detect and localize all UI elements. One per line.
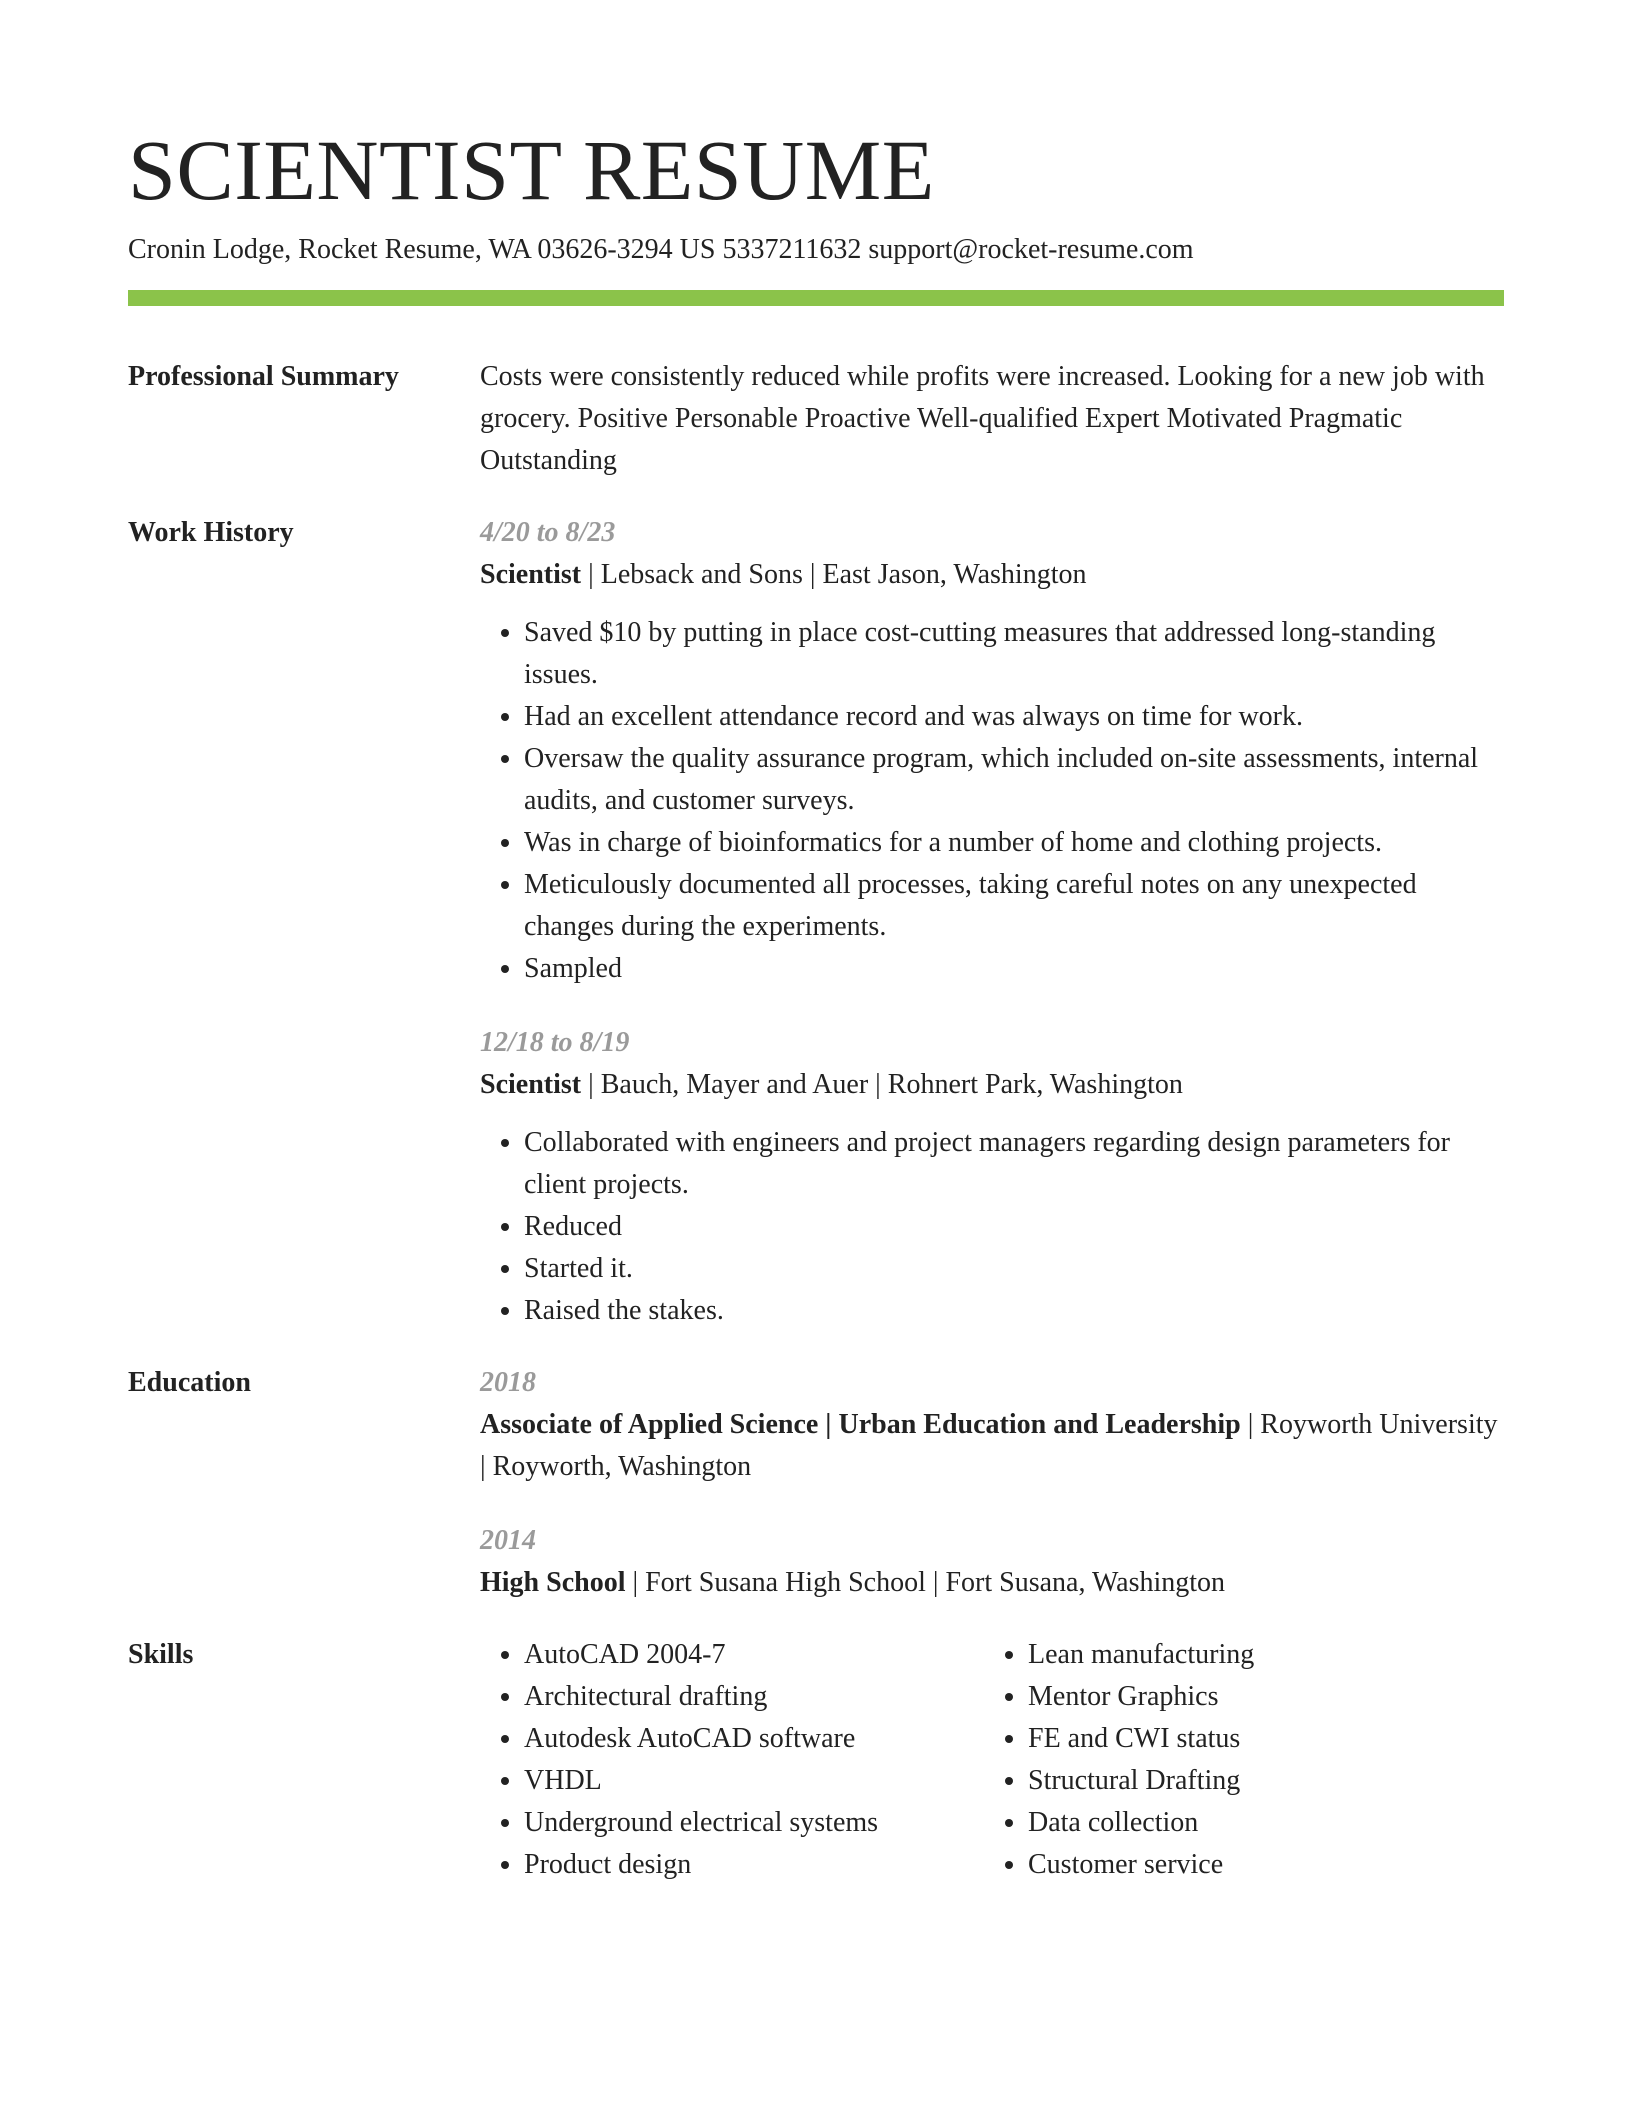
job-details: | Lebsack and Sons | East Jason, Washington xyxy=(581,559,1087,590)
education-details: | Fort Susana High School | Fort Susana, Washington xyxy=(625,1567,1226,1598)
summary-text: Costs were consistently reduced while profits were increased. Looking for a new job with grocery. Positive Personable Proactive Well-qualified Expert Motivated Pragmatic Outstanding xyxy=(480,361,1485,476)
summary-section xyxy=(128,356,1504,482)
skill-item: • Mentor Graphics xyxy=(1028,1676,1488,1718)
skill-item: • Product design xyxy=(524,1844,984,1886)
contact-line: Cronin Lodge, Rocket Resume, WA 03626-3294 US 5337211632 support@rocket-resume.com xyxy=(128,234,1194,265)
skill-item: • Underground electrical systems xyxy=(524,1802,984,1844)
education-list xyxy=(480,1362,1504,1604)
job-bullet: • Collaborated with engineers and project managers regarding design parameters for client projects. xyxy=(524,1122,1504,1206)
education-entry xyxy=(480,1520,1504,1604)
job-bullet: • Started it. xyxy=(524,1248,1504,1290)
job-entry xyxy=(480,512,1504,990)
job-entry xyxy=(480,1022,1504,1332)
education-degree: Associate of Applied Science | Urban Education and Leadership xyxy=(480,1409,1241,1440)
job-bullet: • Sampled xyxy=(524,948,1504,990)
job-bullet: • Was in charge of bioinformatics for a number of home and clothing projects. xyxy=(524,822,1504,864)
work-history-list xyxy=(480,512,1504,1332)
skill-item: • Lean manufacturing xyxy=(1028,1634,1488,1676)
job-bullet: • Reduced xyxy=(524,1206,1504,1248)
job-dates: 4/20 to 8/23 xyxy=(480,517,616,548)
resume-page xyxy=(128,118,1504,1886)
resume-title: SCIENTIST RESUME xyxy=(128,122,935,218)
skills-column-left xyxy=(480,1634,984,1886)
education-degree: High School xyxy=(480,1567,626,1598)
job-dates: 12/18 to 8/19 xyxy=(480,1027,630,1058)
skill-item: • Structural Drafting xyxy=(1028,1760,1488,1802)
education-year: 2014 xyxy=(480,1525,536,1556)
section-label-summary: Professional Summary xyxy=(128,361,399,392)
skills-grid xyxy=(480,1634,1504,1886)
job-bullets xyxy=(480,1122,1504,1332)
accent-divider xyxy=(128,290,1504,306)
job-details: | Bauch, Mayer and Auer | Rohnert Park, Washington xyxy=(581,1069,1183,1100)
job-bullet: • Meticulously documented all processes, taking careful notes on any unexpected changes during the experiments. xyxy=(524,864,1504,948)
job-bullet: • Oversaw the quality assurance program, which included on-site assessments, internal audits, and customer surveys. xyxy=(524,738,1504,822)
skill-item: • VHDL xyxy=(524,1760,984,1802)
section-label-work: Work History xyxy=(128,517,294,548)
job-bullet: • Saved $10 by putting in place cost-cutting measures that addressed long-standing issues. xyxy=(524,612,1504,696)
skills-section xyxy=(128,1634,1504,1886)
skill-item: • Customer service xyxy=(1028,1844,1488,1886)
education-year: 2018 xyxy=(480,1367,536,1398)
education-entry xyxy=(480,1362,1504,1488)
section-label-education: Education xyxy=(128,1367,251,1398)
job-bullet: • Raised the stakes. xyxy=(524,1290,1504,1332)
job-title-line xyxy=(480,1064,1504,1106)
skill-item: • Architectural drafting xyxy=(524,1676,984,1718)
education-details: | Royworth University | Royworth, Washington xyxy=(480,1409,1498,1482)
education-section xyxy=(128,1362,1504,1604)
job-title: Scientist xyxy=(480,559,582,590)
skills-column-right xyxy=(984,1634,1488,1886)
skill-item: • Autodesk AutoCAD software xyxy=(524,1718,984,1760)
work-history-section xyxy=(128,512,1504,1332)
skill-item: • Data collection xyxy=(1028,1802,1488,1844)
job-bullets xyxy=(480,612,1504,990)
skill-item: • AutoCAD 2004-7 xyxy=(524,1634,984,1676)
section-label-skills: Skills xyxy=(128,1639,194,1670)
job-title-line xyxy=(480,554,1504,596)
job-bullet: • Had an excellent attendance record and was always on time for work. xyxy=(524,696,1504,738)
education-line xyxy=(480,1404,1504,1488)
education-line xyxy=(480,1562,1504,1604)
skill-item: • FE and CWI status xyxy=(1028,1718,1488,1760)
job-title: Scientist xyxy=(480,1069,582,1100)
